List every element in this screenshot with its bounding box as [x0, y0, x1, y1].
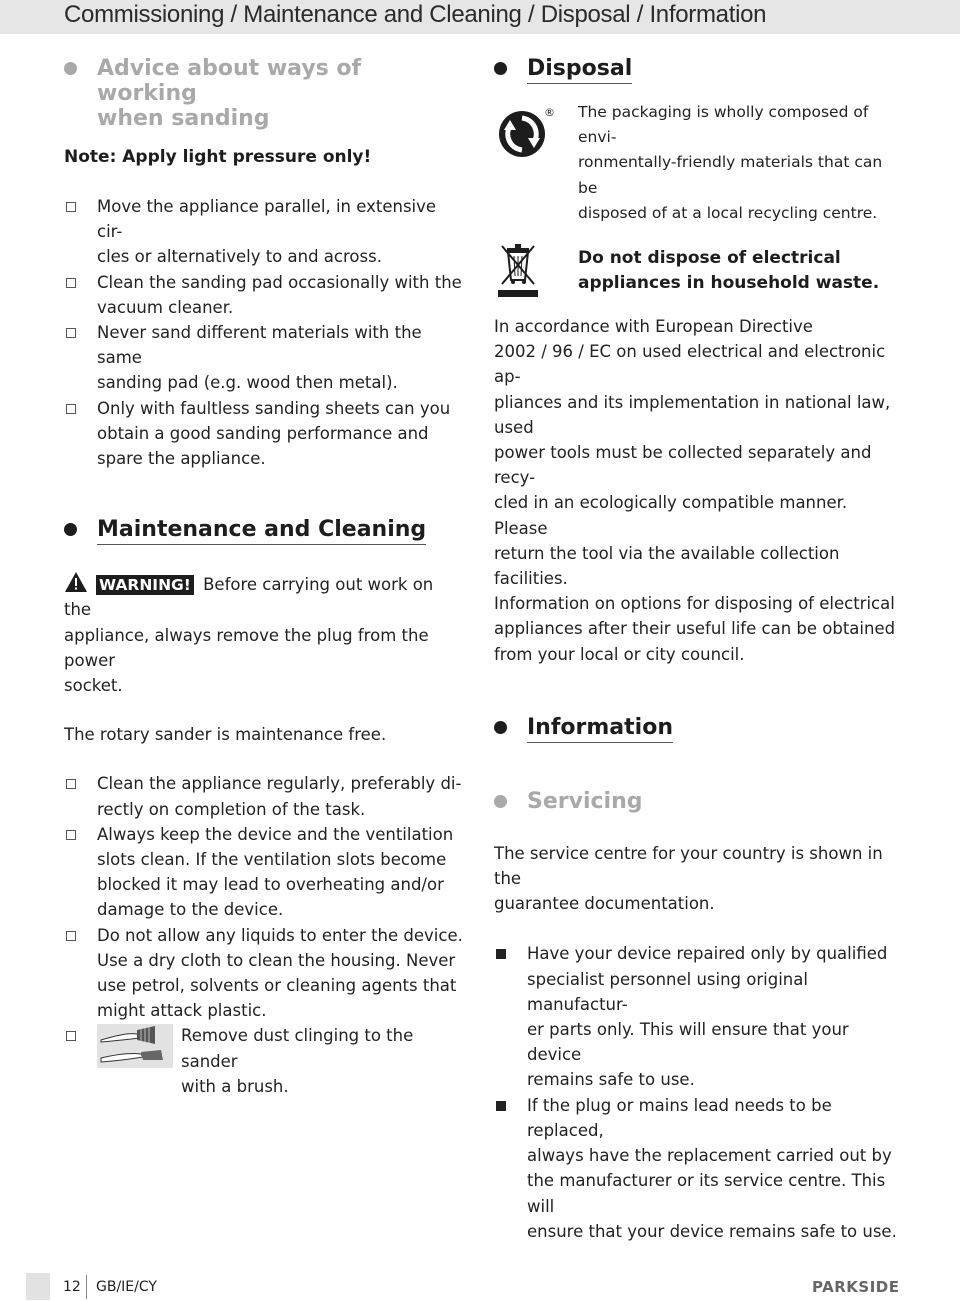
square-bullet-icon: [496, 1101, 506, 1111]
list-item: Never sand different materials with the same sanding pad (e.g. wood then metal).: [64, 320, 464, 396]
no-household-waste-text: Do not dispose of electrical appliances in household waste.: [578, 248, 880, 294]
advice-heading-line1: Advice about ways of working: [97, 56, 362, 106]
maintenance-list: [64, 771, 464, 1099]
left-column: [64, 50, 464, 1099]
servicing-list: [494, 941, 904, 1243]
brush-illustration-icon: [97, 1024, 173, 1068]
advice-list: [64, 194, 464, 471]
list-item: Clean the appliance regularly, preferably di- rectly on completion of the task.: [64, 771, 464, 821]
information-heading: Information: [494, 715, 904, 743]
list-item: Have your device repaired only by qualified specialist personnel using original manufactur- er parts only. This will ensure that your device remains safe to use.: [494, 941, 904, 1092]
disposal-heading: Disposal: [494, 56, 904, 84]
list-item: Only with faultless sanding sheets can you obtain a good sanding performance and spare the appliance.: [64, 396, 464, 472]
country-code: GB/IE/CY: [96, 1279, 157, 1295]
header-bar: [0, 0, 960, 34]
list-item: Move the appliance parallel, in extensive cir- cles or alternatively to and across.: [64, 194, 464, 270]
checkbox-bullet-icon: [66, 779, 76, 789]
advice-heading: [64, 56, 464, 131]
checkbox-bullet-icon: [66, 202, 76, 212]
advice-heading-line2: when sanding: [97, 106, 270, 131]
list-item: Always keep the device and the ventilation slots clean. If the ventilation slots become blocked it may lead to overheating and/or damage to the device.: [64, 822, 464, 923]
bullet-dot-icon: [494, 721, 507, 734]
bullet-dot-icon: [64, 523, 77, 536]
list-item: Remove dust clinging to the sander with a brush.: [64, 1023, 464, 1099]
square-bullet-icon: [496, 949, 506, 959]
bullet-dot-icon: [494, 62, 507, 75]
warning-paragraph: WARNING! Before carrying out work on the appliance, always remove the plug from the power socket.: [64, 571, 464, 698]
directive-paragraph: In accordance with European Directive 2002 / 96 / EC on used electrical and electronic ap- pliances and its implementation in national law, used power tools must be collected separately and recy- cled in an ecologically compatible manner. Please return the tool via the available collection facilities. Information on options for disposing of electrical appliances after their useful life can be obtained from your local or city council.: [494, 317, 896, 664]
servicing-intro: The service centre for your country is shown in the guarantee documentation.: [494, 843, 883, 914]
bullet-dot-icon: [64, 62, 77, 75]
servicing-heading: Servicing: [494, 789, 904, 814]
note-light-pressure: Note: Apply light pressure only!: [64, 147, 372, 167]
crossed-bin-icon: [494, 240, 544, 300]
warning-triangle-icon: [64, 571, 88, 593]
checkbox-bullet-icon: [66, 278, 76, 288]
checkbox-bullet-icon: [66, 931, 76, 941]
packaging-text: The packaging is wholly composed of envi- ronmentally-friendly materials that can be disposed of at a local recycling centre.: [578, 103, 883, 222]
checkbox-bullet-icon: [66, 1031, 76, 1041]
checkbox-bullet-icon: [66, 404, 76, 414]
svg-text:®: ®: [544, 106, 555, 119]
page-header-title: Commissioning / Maintenance and Cleaning / Disposal / Information: [64, 1, 767, 28]
checkbox-bullet-icon: [66, 830, 76, 840]
checkbox-bullet-icon: [66, 328, 76, 338]
page-number: 12: [63, 1279, 81, 1295]
footer-divider: [86, 1275, 87, 1299]
list-item: Clean the sanding pad occasionally with the vacuum cleaner.: [64, 270, 464, 320]
right-column: [494, 50, 904, 1244]
recycling-symbol-icon: [494, 104, 556, 160]
brand-logo: PARKSIDE: [812, 1278, 900, 1296]
maintenance-free-text: The rotary sander is maintenance free.: [64, 725, 387, 745]
footer-marker: [26, 1273, 50, 1300]
list-item: If the plug or mains lead needs to be replaced, always have the replacement carried out by the manufacturer or its service centre. This will ensure that your device remains safe to use.: [494, 1093, 904, 1244]
list-item: Do not allow any liquids to enter the device. Use a dry cloth to clean the housing. Never use petrol, solvents or cleaning agents that might attack plastic.: [64, 923, 464, 1024]
bullet-dot-icon: [494, 795, 507, 808]
maintenance-heading: Maintenance and Cleaning: [64, 517, 464, 545]
warning-label: WARNING!: [96, 575, 194, 595]
